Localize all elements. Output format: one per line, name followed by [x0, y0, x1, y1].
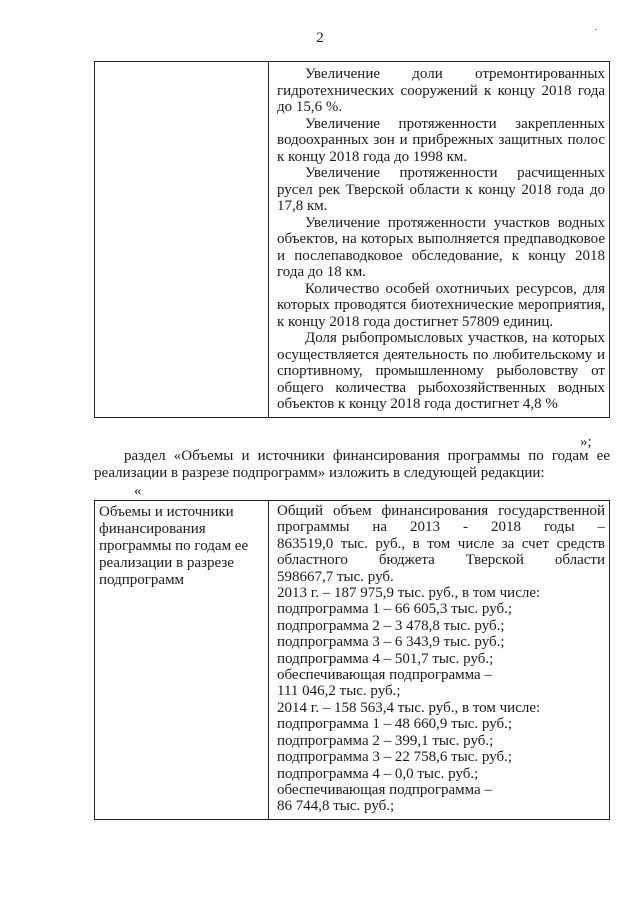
financing-line: 111 046,2 тыс. руб.; — [277, 683, 401, 700]
financing-line: подпрограмма 4 – 0,0 тыс. руб.; — [277, 765, 479, 782]
indicators-table-left-cell — [95, 62, 269, 418]
closing-quote: »; — [580, 434, 592, 450]
financing-line: подпрограмма 1 – 48 660,9 тыс. руб.; — [277, 716, 513, 733]
indicator-paragraph: Доля рыбопромысловых участков, на которых осуществляется деятельность по любительскому и спортивному, промышленному рыболовству от общего количества рыбохозяйственных водных объектов к концу 2018 года достигнет 4,8 % — [277, 330, 605, 412]
financing-line: Общий объем финансирования государственной — [277, 503, 605, 519]
instruction-paragraph: раздел «Объемы и источники финансирования программы по годам ее реализации в разрезе подпрограмм» изложить в следующей редакции: — [94, 448, 610, 481]
financing-line: 863519,0 тыс. руб., в том числе за счет средств — [277, 535, 605, 552]
indicator-paragraph: Увеличение доли отремонтированных гидротехнических сооружений к концу 2018 года до 15,6 %. — [277, 66, 605, 115]
indicators-table-right-cell — [269, 62, 610, 418]
opening-quote: « — [134, 483, 142, 499]
financing-label-cell — [95, 501, 269, 820]
financing-line: подпрограмма 1 – 66 605,3 тыс. руб.; — [277, 601, 513, 618]
financing-line: подпрограмма 3 – 22 758,6 тыс. руб.; — [277, 749, 513, 766]
indicators-table — [94, 61, 610, 418]
financing-line: 86 744,8 тыс. руб.; — [277, 798, 395, 815]
corner-mark: ˙ — [594, 28, 598, 39]
financing-line: 2014 г. – 158 563,4 тыс. руб., в том числе: — [277, 699, 541, 716]
financing-line: программы на 2013 - 2018 годы – — [277, 519, 605, 536]
financing-line: 2013 г. – 187 975,9 тыс. руб., в том числе: — [277, 585, 541, 602]
indicator-paragraph: Количество особей охотничьих ресурсов, для которых проводятся биотехнические мероприятия, к концу 2018 года достигнет 57809 единиц. — [277, 280, 605, 330]
financing-label: Объемы и источники финансирования программы по годам ее реализации в разрезе подпрограмм — [99, 504, 249, 588]
financing-line: областного бюджета Тверской области — [277, 552, 605, 569]
page-number: 2 — [316, 30, 324, 46]
indicator-paragraph: Увеличение протяженности закрепленных водоохранных зон и прибрежных защитных полос к концу 2018 года до 1998 км. — [277, 115, 605, 165]
indicator-paragraph: Увеличение протяженности участков водных объектов, на которых выполняется предпаводковое и послепаводковое обследование, к концу 2018 года до 18 км. — [277, 214, 605, 280]
financing-line: подпрограмма 3 – 6 343,9 тыс. руб.; — [277, 634, 505, 651]
financing-line: подпрограмма 4 – 501,7 тыс. руб.; — [277, 650, 494, 667]
financing-line: 598667,7 тыс. руб. — [277, 568, 394, 585]
financing-table — [94, 500, 610, 820]
financing-line: подпрограмма 2 – 3 478,8 тыс. руб.; — [277, 617, 505, 634]
financing-line: обеспечивающая подпрограмма – — [277, 781, 492, 798]
financing-details-cell — [269, 501, 610, 820]
financing-line: обеспечивающая подпрограмма – — [277, 667, 492, 684]
financing-line: подпрограмма 2 – 399,1 тыс. руб.; — [277, 732, 494, 749]
indicator-paragraph: Увеличение протяженности расчищенных русел рек Тверской области к концу 2018 года до 17,8 км. — [277, 165, 605, 214]
